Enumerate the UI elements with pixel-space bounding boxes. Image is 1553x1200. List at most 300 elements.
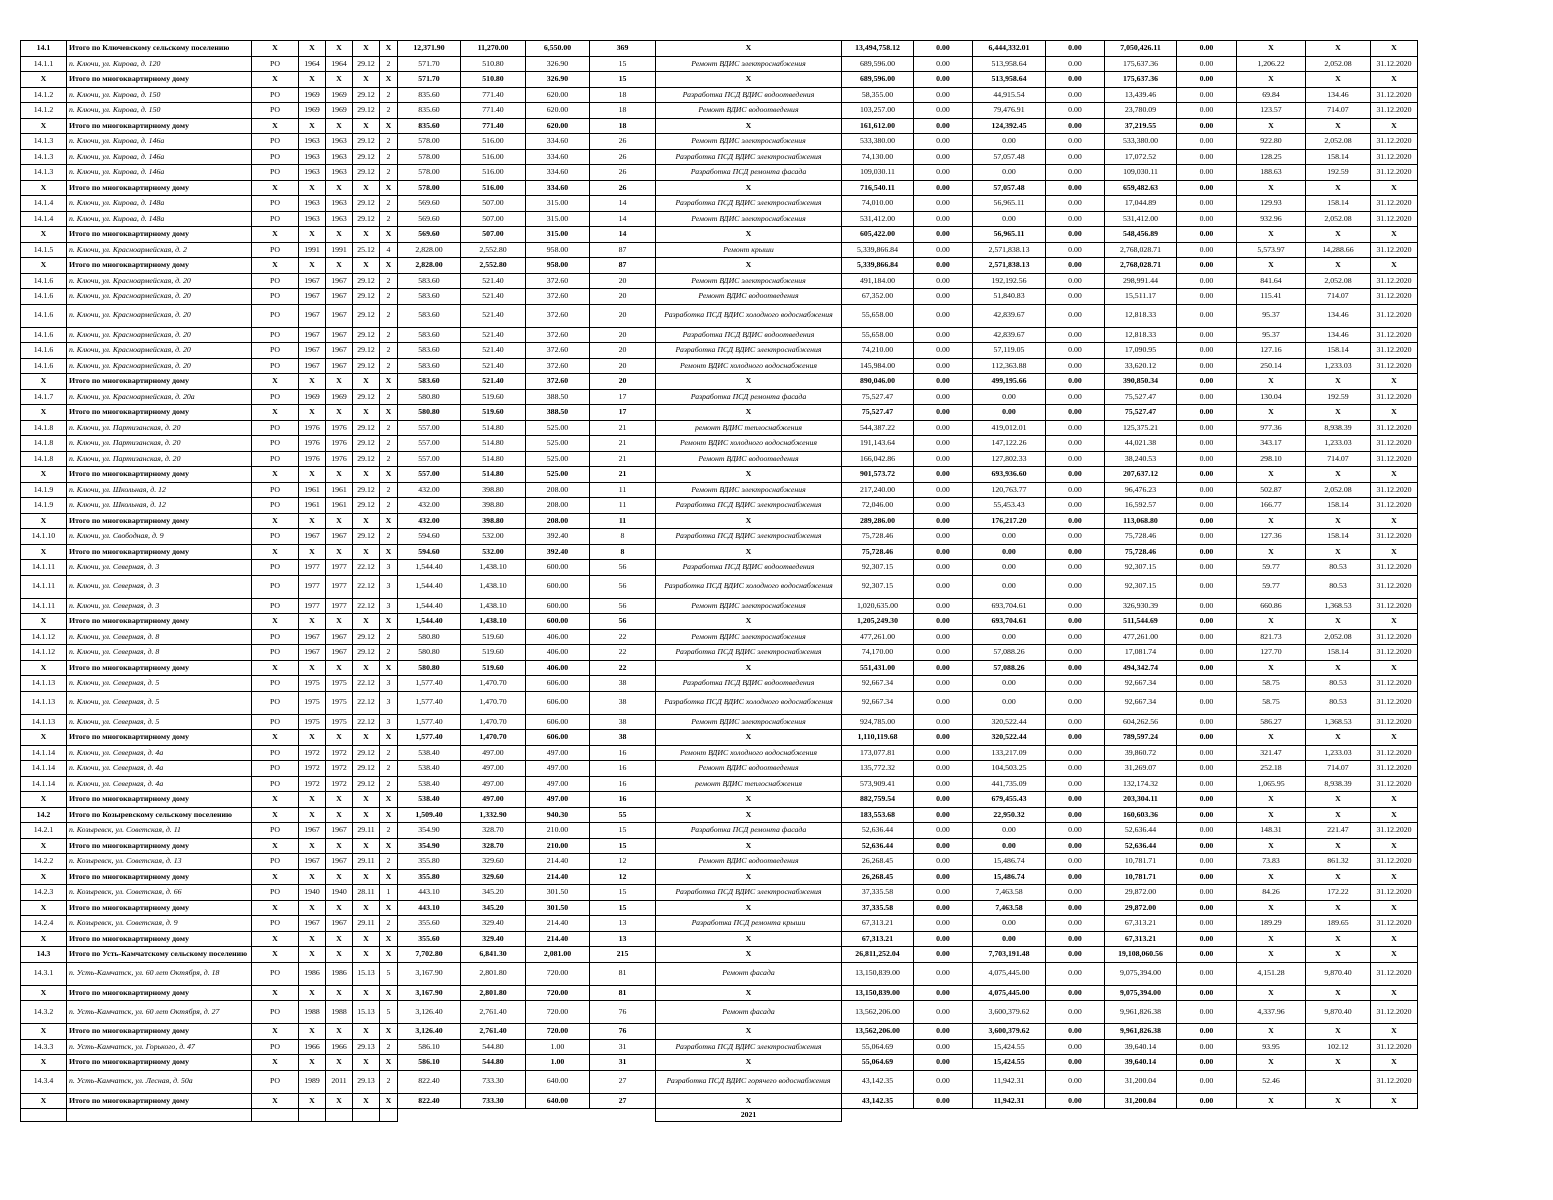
table-cell: 557.00 bbox=[398, 467, 461, 483]
table-row bbox=[21, 343, 1418, 359]
table-cell: 583.60 bbox=[398, 289, 461, 305]
table-cell: 14.1.3 bbox=[21, 134, 67, 150]
table-cell: X bbox=[1371, 180, 1418, 196]
table-cell: X bbox=[252, 931, 299, 947]
table-cell: 22 bbox=[590, 629, 656, 645]
table-cell: 112,363.88 bbox=[973, 358, 1046, 374]
table-cell: 0.00 bbox=[914, 165, 973, 181]
table-cell: 0.00 bbox=[1046, 1024, 1105, 1040]
table-cell: 20 bbox=[590, 289, 656, 305]
table-cell: 0.00 bbox=[1177, 149, 1237, 165]
table-cell: 0.00 bbox=[914, 807, 973, 823]
table-cell: 0.00 bbox=[973, 676, 1046, 692]
table-cell: X bbox=[299, 513, 326, 529]
table-cell: 2 bbox=[380, 436, 398, 452]
table-cell: 2,552.80 bbox=[461, 258, 526, 274]
table-cell: 0.00 bbox=[1177, 645, 1237, 661]
table-cell: X bbox=[656, 72, 842, 88]
table-cell: 14 bbox=[590, 196, 656, 212]
table-cell: 74,130.00 bbox=[842, 149, 914, 165]
table-cell: X bbox=[1237, 405, 1306, 421]
table-cell: X bbox=[299, 730, 326, 746]
table-row bbox=[21, 714, 1418, 730]
table-cell: 115.41 bbox=[1237, 289, 1306, 305]
table-cell: 31.12.2020 bbox=[1371, 885, 1418, 901]
table-cell: 16 bbox=[590, 776, 656, 792]
table-cell: 2 bbox=[380, 645, 398, 661]
table-cell: 56 bbox=[590, 575, 656, 598]
table-cell: 14.1.13 bbox=[21, 714, 67, 730]
table-cell: 533,380.00 bbox=[842, 134, 914, 150]
table-cell: 74,170.00 bbox=[842, 645, 914, 661]
table-cell: 1972 bbox=[299, 761, 326, 777]
table-cell: X bbox=[326, 985, 353, 1001]
table-cell: п. Ключи, ул. Северная, д. 4а bbox=[67, 776, 252, 792]
table-cell: X bbox=[1237, 180, 1306, 196]
table-cell: 513,958.64 bbox=[973, 72, 1046, 88]
table-cell: X bbox=[299, 807, 326, 823]
table-cell: РО bbox=[252, 56, 299, 72]
table-cell: X bbox=[380, 614, 398, 630]
table-row bbox=[21, 451, 1418, 467]
table-cell: 0.00 bbox=[914, 1039, 973, 1055]
table-cell: 958.00 bbox=[526, 242, 590, 258]
table-cell: 720.00 bbox=[526, 985, 590, 1001]
table-cell: 31.12.2020 bbox=[1371, 823, 1418, 839]
table-cell: 31,269.07 bbox=[1105, 761, 1177, 777]
table-cell: X bbox=[21, 900, 67, 916]
table-cell: 0.00 bbox=[1046, 227, 1105, 243]
table-cell: 932.96 bbox=[1237, 211, 1306, 227]
table-cell: 215 bbox=[590, 947, 656, 963]
table-cell: X bbox=[299, 72, 326, 88]
table-cell: X bbox=[1371, 614, 1418, 630]
table-cell: 9,870.40 bbox=[1306, 962, 1371, 985]
table-cell: 0.00 bbox=[1177, 211, 1237, 227]
table-cell: 9,961,826.38 bbox=[1105, 1001, 1177, 1024]
table-cell: X bbox=[380, 544, 398, 560]
table-cell: 0.00 bbox=[1046, 211, 1105, 227]
table-cell: X bbox=[656, 467, 842, 483]
table-cell: 0.00 bbox=[1046, 358, 1105, 374]
table-cell: 0.00 bbox=[914, 931, 973, 947]
table-cell: 93.95 bbox=[1237, 1039, 1306, 1055]
table-cell: X bbox=[326, 1055, 353, 1071]
table-cell: РО bbox=[252, 165, 299, 181]
table-cell: 1967 bbox=[326, 529, 353, 545]
table-cell: 56 bbox=[590, 614, 656, 630]
table-cell: 31.12.2020 bbox=[1371, 676, 1418, 692]
table-cell: п. Ключи, ул. Свободная, д. 9 bbox=[67, 529, 252, 545]
table-cell: 208.00 bbox=[526, 513, 590, 529]
table-cell: 0.00 bbox=[1177, 714, 1237, 730]
table-cell: 0.00 bbox=[1177, 374, 1237, 390]
table-cell: 20 bbox=[590, 304, 656, 327]
table-cell: Итого по многоквартирному дому bbox=[67, 405, 252, 421]
table-cell: 1,020,635.00 bbox=[842, 598, 914, 614]
table-cell: 12 bbox=[590, 854, 656, 870]
table-cell: 31.12.2020 bbox=[1371, 529, 1418, 545]
table-cell: 31.12.2020 bbox=[1371, 1039, 1418, 1055]
table-cell: 37,335.58 bbox=[842, 900, 914, 916]
table-cell: п. Усть-Камчатск, ул. 60 лет Октября, д. 27 bbox=[67, 1001, 252, 1024]
table-cell bbox=[526, 1109, 590, 1122]
table-cell: 372.60 bbox=[526, 343, 590, 359]
table-cell: 1,509.40 bbox=[398, 807, 461, 823]
table-cell bbox=[1237, 1109, 1306, 1122]
table-cell: X bbox=[353, 41, 380, 57]
table-cell: 571.70 bbox=[398, 72, 461, 88]
table-cell: X bbox=[656, 513, 842, 529]
subtotal-row bbox=[21, 118, 1418, 134]
table-cell: 14.2 bbox=[21, 807, 67, 823]
table-cell: 29.12 bbox=[353, 529, 380, 545]
table-cell: X bbox=[21, 792, 67, 808]
table-cell: 0.00 bbox=[1046, 900, 1105, 916]
table-cell: 569.60 bbox=[398, 211, 461, 227]
table-cell: 606.00 bbox=[526, 676, 590, 692]
table-cell: 95.37 bbox=[1237, 304, 1306, 327]
table-cell: 1976 bbox=[299, 420, 326, 436]
table-cell: ремонт ВДИС теплоснабжения bbox=[656, 776, 842, 792]
table-cell: 345.20 bbox=[461, 885, 526, 901]
table-cell: 1964 bbox=[326, 56, 353, 72]
table-cell: 0.00 bbox=[1046, 513, 1105, 529]
table-cell: 620.00 bbox=[526, 103, 590, 119]
table-cell: 0.00 bbox=[1046, 598, 1105, 614]
table-cell: 2,571,838.13 bbox=[973, 258, 1046, 274]
table-cell: 29.12 bbox=[353, 482, 380, 498]
table-cell: 720.00 bbox=[526, 962, 590, 985]
table-cell: 31.12.2020 bbox=[1371, 211, 1418, 227]
table-cell: 214.40 bbox=[526, 916, 590, 932]
table-cell: 372.60 bbox=[526, 374, 590, 390]
table-cell: 3,167.90 bbox=[398, 985, 461, 1001]
table-cell: X bbox=[326, 227, 353, 243]
table-cell: 1,470.70 bbox=[461, 676, 526, 692]
table-cell: 39,640.14 bbox=[1105, 1055, 1177, 1071]
table-cell: Разработка ПСД ВДИС водоотведения bbox=[656, 87, 842, 103]
table-cell: X bbox=[380, 1024, 398, 1040]
table-cell: 1,577.40 bbox=[398, 714, 461, 730]
table-cell: 0.00 bbox=[1177, 730, 1237, 746]
table-cell: 1963 bbox=[299, 149, 326, 165]
table-cell: 2,768,028.71 bbox=[1105, 258, 1177, 274]
table-row bbox=[21, 962, 1418, 985]
table-cell: X bbox=[1371, 544, 1418, 560]
table-cell: X bbox=[1237, 467, 1306, 483]
table-cell: 0.00 bbox=[1046, 985, 1105, 1001]
table-cell: 1976 bbox=[326, 420, 353, 436]
table-cell: 31.12.2020 bbox=[1371, 103, 1418, 119]
table-cell: 510.80 bbox=[461, 56, 526, 72]
table-cell: РО bbox=[252, 1039, 299, 1055]
table-cell: Ремонт ВДИС водоотведения bbox=[656, 451, 842, 467]
table-cell: 2,052.08 bbox=[1306, 56, 1371, 72]
table-cell: Ремонт ВДИС электроснабжения bbox=[656, 211, 842, 227]
table-cell: X bbox=[1371, 72, 1418, 88]
table-cell: 12 bbox=[590, 869, 656, 885]
table-cell: 531,412.00 bbox=[1105, 211, 1177, 227]
table-cell: 2 bbox=[380, 482, 398, 498]
table-cell: 329.60 bbox=[461, 854, 526, 870]
table-row bbox=[21, 498, 1418, 514]
table-cell: 1977 bbox=[299, 560, 326, 576]
table-cell: 43,142.35 bbox=[842, 1070, 914, 1093]
table-cell: 0.00 bbox=[914, 273, 973, 289]
table-cell: 0.00 bbox=[1177, 1039, 1237, 1055]
table-cell: X bbox=[1237, 1093, 1306, 1109]
table-cell: 173,077.81 bbox=[842, 745, 914, 761]
table-cell: X bbox=[1371, 258, 1418, 274]
table-cell: 0.00 bbox=[1046, 676, 1105, 692]
table-cell: X bbox=[1306, 931, 1371, 947]
table-cell: 372.60 bbox=[526, 358, 590, 374]
table-cell: X bbox=[656, 118, 842, 134]
table-cell: 0.00 bbox=[973, 560, 1046, 576]
table-cell: 0.00 bbox=[914, 451, 973, 467]
table-cell: 31.12.2020 bbox=[1371, 854, 1418, 870]
table-cell: 2 bbox=[380, 211, 398, 227]
settlement-total-row bbox=[21, 807, 1418, 823]
table-cell: 514.80 bbox=[461, 436, 526, 452]
table-cell: X bbox=[252, 869, 299, 885]
table-cell: 0.00 bbox=[914, 598, 973, 614]
table-cell: X bbox=[1371, 985, 1418, 1001]
subtotal-row bbox=[21, 869, 1418, 885]
table-cell: X bbox=[1371, 807, 1418, 823]
table-cell: 29.12 bbox=[353, 629, 380, 645]
table-cell: X bbox=[656, 792, 842, 808]
table-cell: 52,636.44 bbox=[1105, 823, 1177, 839]
table-cell: 31.12.2020 bbox=[1371, 962, 1418, 985]
table-cell: 29.12 bbox=[353, 420, 380, 436]
table-cell: 0.00 bbox=[1046, 149, 1105, 165]
table-cell: 175,637.36 bbox=[1105, 72, 1177, 88]
table-row bbox=[21, 761, 1418, 777]
table-cell: 714.07 bbox=[1306, 451, 1371, 467]
table-cell: 521.40 bbox=[461, 358, 526, 374]
table-cell: РО bbox=[252, 745, 299, 761]
table-cell: X bbox=[1237, 869, 1306, 885]
table-cell: 499,195.66 bbox=[973, 374, 1046, 390]
table-cell: X bbox=[353, 1024, 380, 1040]
table-cell: 771.40 bbox=[461, 103, 526, 119]
table-cell: 580.80 bbox=[398, 645, 461, 661]
table-cell: 29,872.00 bbox=[1105, 900, 1177, 916]
table-cell: 0.00 bbox=[914, 103, 973, 119]
table-cell: 1,438.10 bbox=[461, 598, 526, 614]
table-cell: Ремонт ВДИС водоотведения bbox=[656, 103, 842, 119]
table-cell: 16 bbox=[590, 792, 656, 808]
table-cell: 0.00 bbox=[914, 1055, 973, 1071]
table-cell: 21 bbox=[590, 436, 656, 452]
table-cell: 571.70 bbox=[398, 56, 461, 72]
table-cell: 441,735.09 bbox=[973, 776, 1046, 792]
table-cell: X bbox=[326, 1093, 353, 1109]
table-cell: 17 bbox=[590, 405, 656, 421]
table-cell: 0.00 bbox=[1046, 916, 1105, 932]
table-cell: 586.10 bbox=[398, 1055, 461, 1071]
table-cell: 1,332.90 bbox=[461, 807, 526, 823]
table-cell: 67,313.21 bbox=[1105, 931, 1177, 947]
table-cell: 0.00 bbox=[1177, 761, 1237, 777]
table-cell: 75,728.46 bbox=[1105, 544, 1177, 560]
table-cell: 580.80 bbox=[398, 629, 461, 645]
table-cell: 733.30 bbox=[461, 1093, 526, 1109]
table-cell: X bbox=[1306, 792, 1371, 808]
table-cell: 92,307.15 bbox=[1105, 575, 1177, 598]
table-cell: 0.00 bbox=[1046, 761, 1105, 777]
table-cell: 2,828.00 bbox=[398, 242, 461, 258]
table-cell: 693,704.61 bbox=[973, 614, 1046, 630]
table-cell: 372.60 bbox=[526, 327, 590, 343]
table-cell: 1972 bbox=[326, 761, 353, 777]
table-cell: X bbox=[21, 1055, 67, 1071]
table-row bbox=[21, 289, 1418, 305]
table-cell: 14.3.3 bbox=[21, 1039, 67, 1055]
table-cell: п. Козыревск, ул. Советская, д. 13 bbox=[67, 854, 252, 870]
table-cell: 29.12 bbox=[353, 451, 380, 467]
table-cell: 320,522.44 bbox=[973, 730, 1046, 746]
table-cell: X bbox=[1306, 180, 1371, 196]
subtotal-row bbox=[21, 513, 1418, 529]
table-cell: 38 bbox=[590, 714, 656, 730]
table-cell: 2 bbox=[380, 273, 398, 289]
table-cell: 334.60 bbox=[526, 180, 590, 196]
table-cell: 1977 bbox=[326, 598, 353, 614]
table-cell: 1975 bbox=[299, 714, 326, 730]
table-cell: 80.53 bbox=[1306, 560, 1371, 576]
table-cell: п. Козыревск, ул. Советская, д. 11 bbox=[67, 823, 252, 839]
table-cell: X bbox=[326, 374, 353, 390]
table-cell: 22,950.32 bbox=[973, 807, 1046, 823]
table-cell: РО bbox=[252, 304, 299, 327]
table-cell: 29.11 bbox=[353, 823, 380, 839]
footer-row bbox=[21, 1109, 1418, 1122]
table-cell: X bbox=[353, 374, 380, 390]
table-cell: 2,052.08 bbox=[1306, 273, 1371, 289]
table-cell: 175,637.36 bbox=[1105, 56, 1177, 72]
table-cell: 354.90 bbox=[398, 838, 461, 854]
table-cell: 328.70 bbox=[461, 838, 526, 854]
table-cell: 0.00 bbox=[1046, 1070, 1105, 1093]
table-cell: 0.00 bbox=[1046, 498, 1105, 514]
table-cell: X bbox=[656, 180, 842, 196]
table-cell: 497.00 bbox=[526, 776, 590, 792]
table-cell: РО bbox=[252, 420, 299, 436]
table-cell: 33,620.12 bbox=[1105, 358, 1177, 374]
table-cell: 14.1.5 bbox=[21, 242, 67, 258]
table-cell: Итого по многоквартирному дому bbox=[67, 374, 252, 390]
table-cell: п. Ключи, ул. Красноармейская, д. 20 bbox=[67, 327, 252, 343]
table-cell: 31.12.2020 bbox=[1371, 196, 1418, 212]
table-cell: X bbox=[1306, 405, 1371, 421]
table-cell: X bbox=[1371, 41, 1418, 57]
table-cell: 14.1.14 bbox=[21, 776, 67, 792]
table-cell: п. Ключи, ул. Красноармейская, д. 20 bbox=[67, 273, 252, 289]
table-cell: X bbox=[252, 947, 299, 963]
table-cell: 0.00 bbox=[1046, 823, 1105, 839]
table-cell: 958.00 bbox=[526, 258, 590, 274]
table-cell: 14.1.3 bbox=[21, 165, 67, 181]
table-cell: 0.00 bbox=[914, 900, 973, 916]
table-cell: 0.00 bbox=[1046, 931, 1105, 947]
table-cell: 29.12 bbox=[353, 436, 380, 452]
table-cell: Разработка ПСД ВДИС электроснабжения bbox=[656, 529, 842, 545]
table-row bbox=[21, 1001, 1418, 1024]
table-cell: 557.00 bbox=[398, 420, 461, 436]
table-cell: 497.00 bbox=[526, 745, 590, 761]
table-cell: 75,527.47 bbox=[1105, 389, 1177, 405]
table-cell: 2,768,028.71 bbox=[1105, 242, 1177, 258]
table-cell: 31.12.2020 bbox=[1371, 289, 1418, 305]
table-cell: 38 bbox=[590, 691, 656, 714]
table-cell: РО bbox=[252, 289, 299, 305]
table-cell: 15 bbox=[590, 72, 656, 88]
table-cell: 26,268.45 bbox=[842, 869, 914, 885]
table-cell: 28.11 bbox=[353, 885, 380, 901]
table-cell: 1.00 bbox=[526, 1055, 590, 1071]
table-cell: 31.12.2020 bbox=[1371, 87, 1418, 103]
table-cell: 1975 bbox=[326, 714, 353, 730]
table-cell: 87 bbox=[590, 258, 656, 274]
table-cell: 58.75 bbox=[1237, 676, 1306, 692]
table-cell: 2 bbox=[380, 327, 398, 343]
table-cell: 69.84 bbox=[1237, 87, 1306, 103]
table-cell: X bbox=[326, 513, 353, 529]
table-cell: 72,046.00 bbox=[842, 498, 914, 514]
table-cell: 689,596.00 bbox=[842, 72, 914, 88]
table-cell: 161,612.00 bbox=[842, 118, 914, 134]
table-cell: 2 bbox=[380, 56, 398, 72]
table-row bbox=[21, 103, 1418, 119]
table-cell: X bbox=[326, 838, 353, 854]
table-cell: 57,088.26 bbox=[973, 660, 1046, 676]
table-cell: 14.1.12 bbox=[21, 629, 67, 645]
table-cell: 31,200.04 bbox=[1105, 1093, 1177, 1109]
table-cell: X bbox=[1306, 730, 1371, 746]
table-cell: 1961 bbox=[326, 498, 353, 514]
table-cell: X bbox=[21, 72, 67, 88]
table-cell: 7,463.58 bbox=[973, 900, 1046, 916]
table-cell bbox=[353, 1109, 380, 1122]
table-cell: 0.00 bbox=[1046, 482, 1105, 498]
table-cell: РО bbox=[252, 916, 299, 932]
table-cell: 1963 bbox=[326, 211, 353, 227]
table-cell: 514.80 bbox=[461, 451, 526, 467]
table-cell: 31.12.2020 bbox=[1371, 1070, 1418, 1093]
table-cell: 0.00 bbox=[1046, 436, 1105, 452]
table-cell: 1977 bbox=[299, 598, 326, 614]
table-cell: 29.11 bbox=[353, 916, 380, 932]
table-cell: 507.00 bbox=[461, 211, 526, 227]
table-cell: 0.00 bbox=[1177, 885, 1237, 901]
table-cell: X bbox=[326, 1024, 353, 1040]
table-cell: 1972 bbox=[326, 745, 353, 761]
table-cell: 583.60 bbox=[398, 273, 461, 289]
table-cell: 87 bbox=[590, 242, 656, 258]
table-cell: X bbox=[656, 374, 842, 390]
table-cell: 2 bbox=[380, 103, 398, 119]
table-cell: 0.00 bbox=[914, 1070, 973, 1093]
table-cell: X bbox=[353, 1055, 380, 1071]
table-cell: 2,552.80 bbox=[461, 242, 526, 258]
subtotal-row bbox=[21, 1024, 1418, 1040]
table-cell: 0.00 bbox=[1177, 629, 1237, 645]
table-cell: 0.00 bbox=[914, 529, 973, 545]
table-cell: 14.1.11 bbox=[21, 560, 67, 576]
